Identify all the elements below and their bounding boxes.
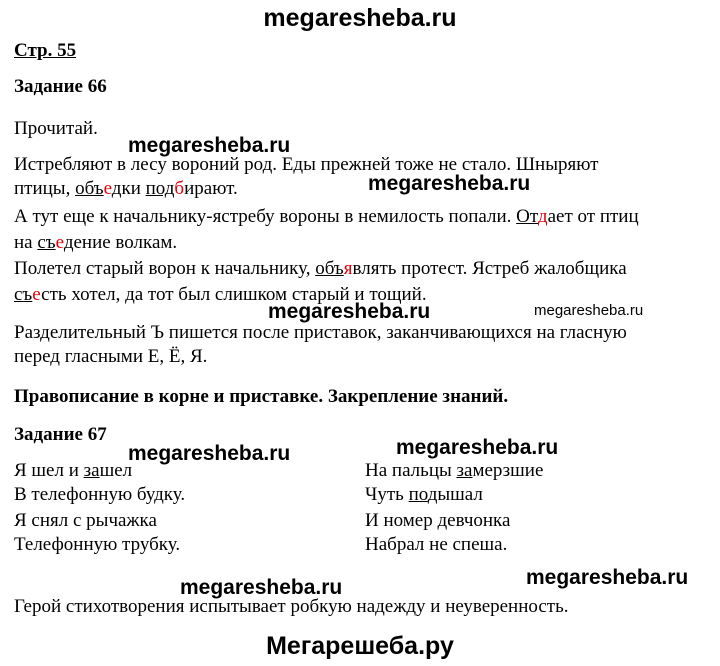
- task-66-line-8: Разделительный Ъ пишется после приставок, заканчивающихся на гласную: [14, 322, 627, 343]
- inline-watermark: megaresheba.ru: [526, 566, 689, 589]
- inline-watermark: megaresheba.ru: [368, 172, 531, 195]
- task-66-line-6: Полетел старый ворон к начальнику, объявлять протест. Ястреб жалобщика: [14, 258, 627, 279]
- poem-left-line-2: В телефонную будку.: [14, 484, 186, 505]
- inline-watermark: megaresheba.ru: [268, 300, 431, 323]
- task-67-conclusion: Герой стихотворения испытывает робкую надежду и неуверенность.: [14, 596, 569, 617]
- page-reference: Стр. 55: [14, 40, 77, 61]
- poem-right-line-3: И номер девчонка: [365, 510, 511, 531]
- inline-watermark: megaresheba.ru: [128, 442, 291, 465]
- task-66-line-7: съесть хотел, да тот был слишком старый и тощий.: [14, 284, 427, 305]
- site-watermark-top: megaresheba.ru: [263, 4, 457, 32]
- task-66-line-4: А тут еще к начальнику-ястребу вороны в немилость попали. Отдает от птиц: [14, 206, 639, 227]
- site-watermark-bottom: Мегарешеба.ру: [266, 632, 454, 660]
- poem-right-line-4: Набрал не спеша.: [365, 534, 508, 555]
- poem-right-line-1: На пальцы замерзшие: [365, 460, 544, 481]
- poem-right-line-2: Чуть подышал: [365, 484, 483, 505]
- task-66-title: Задание 66: [14, 76, 107, 97]
- task-66-line-5: на съедение волкам.: [14, 232, 178, 253]
- poem-left-line-1: Я шел и зашел: [14, 460, 133, 481]
- task-66-line-9: перед гласными Е, Ё, Я.: [14, 346, 208, 367]
- inline-watermark: megaresheba.ru: [396, 436, 559, 459]
- task-67-title: Задание 67: [14, 424, 107, 445]
- poem-left-line-3: Я снял с рычажка: [14, 510, 157, 531]
- task-66-line-2: Истребляют в лесу вороний род. Еды прежней тоже не стало. Шныряют: [14, 154, 599, 175]
- inline-watermark: megaresheba.ru: [128, 134, 291, 157]
- inline-watermark: megaresheba.ru: [180, 576, 343, 599]
- inline-watermark-small: megaresheba.ru: [534, 302, 644, 319]
- poem-left-line-4: Телефонную трубку.: [14, 534, 181, 555]
- task-66-line-3: птицы, объедки подбирают.: [14, 178, 238, 199]
- section-title: Правописание в корне и приставке. Закрепление знаний.: [14, 386, 509, 407]
- task-66-line-1: Прочитай.: [14, 118, 98, 139]
